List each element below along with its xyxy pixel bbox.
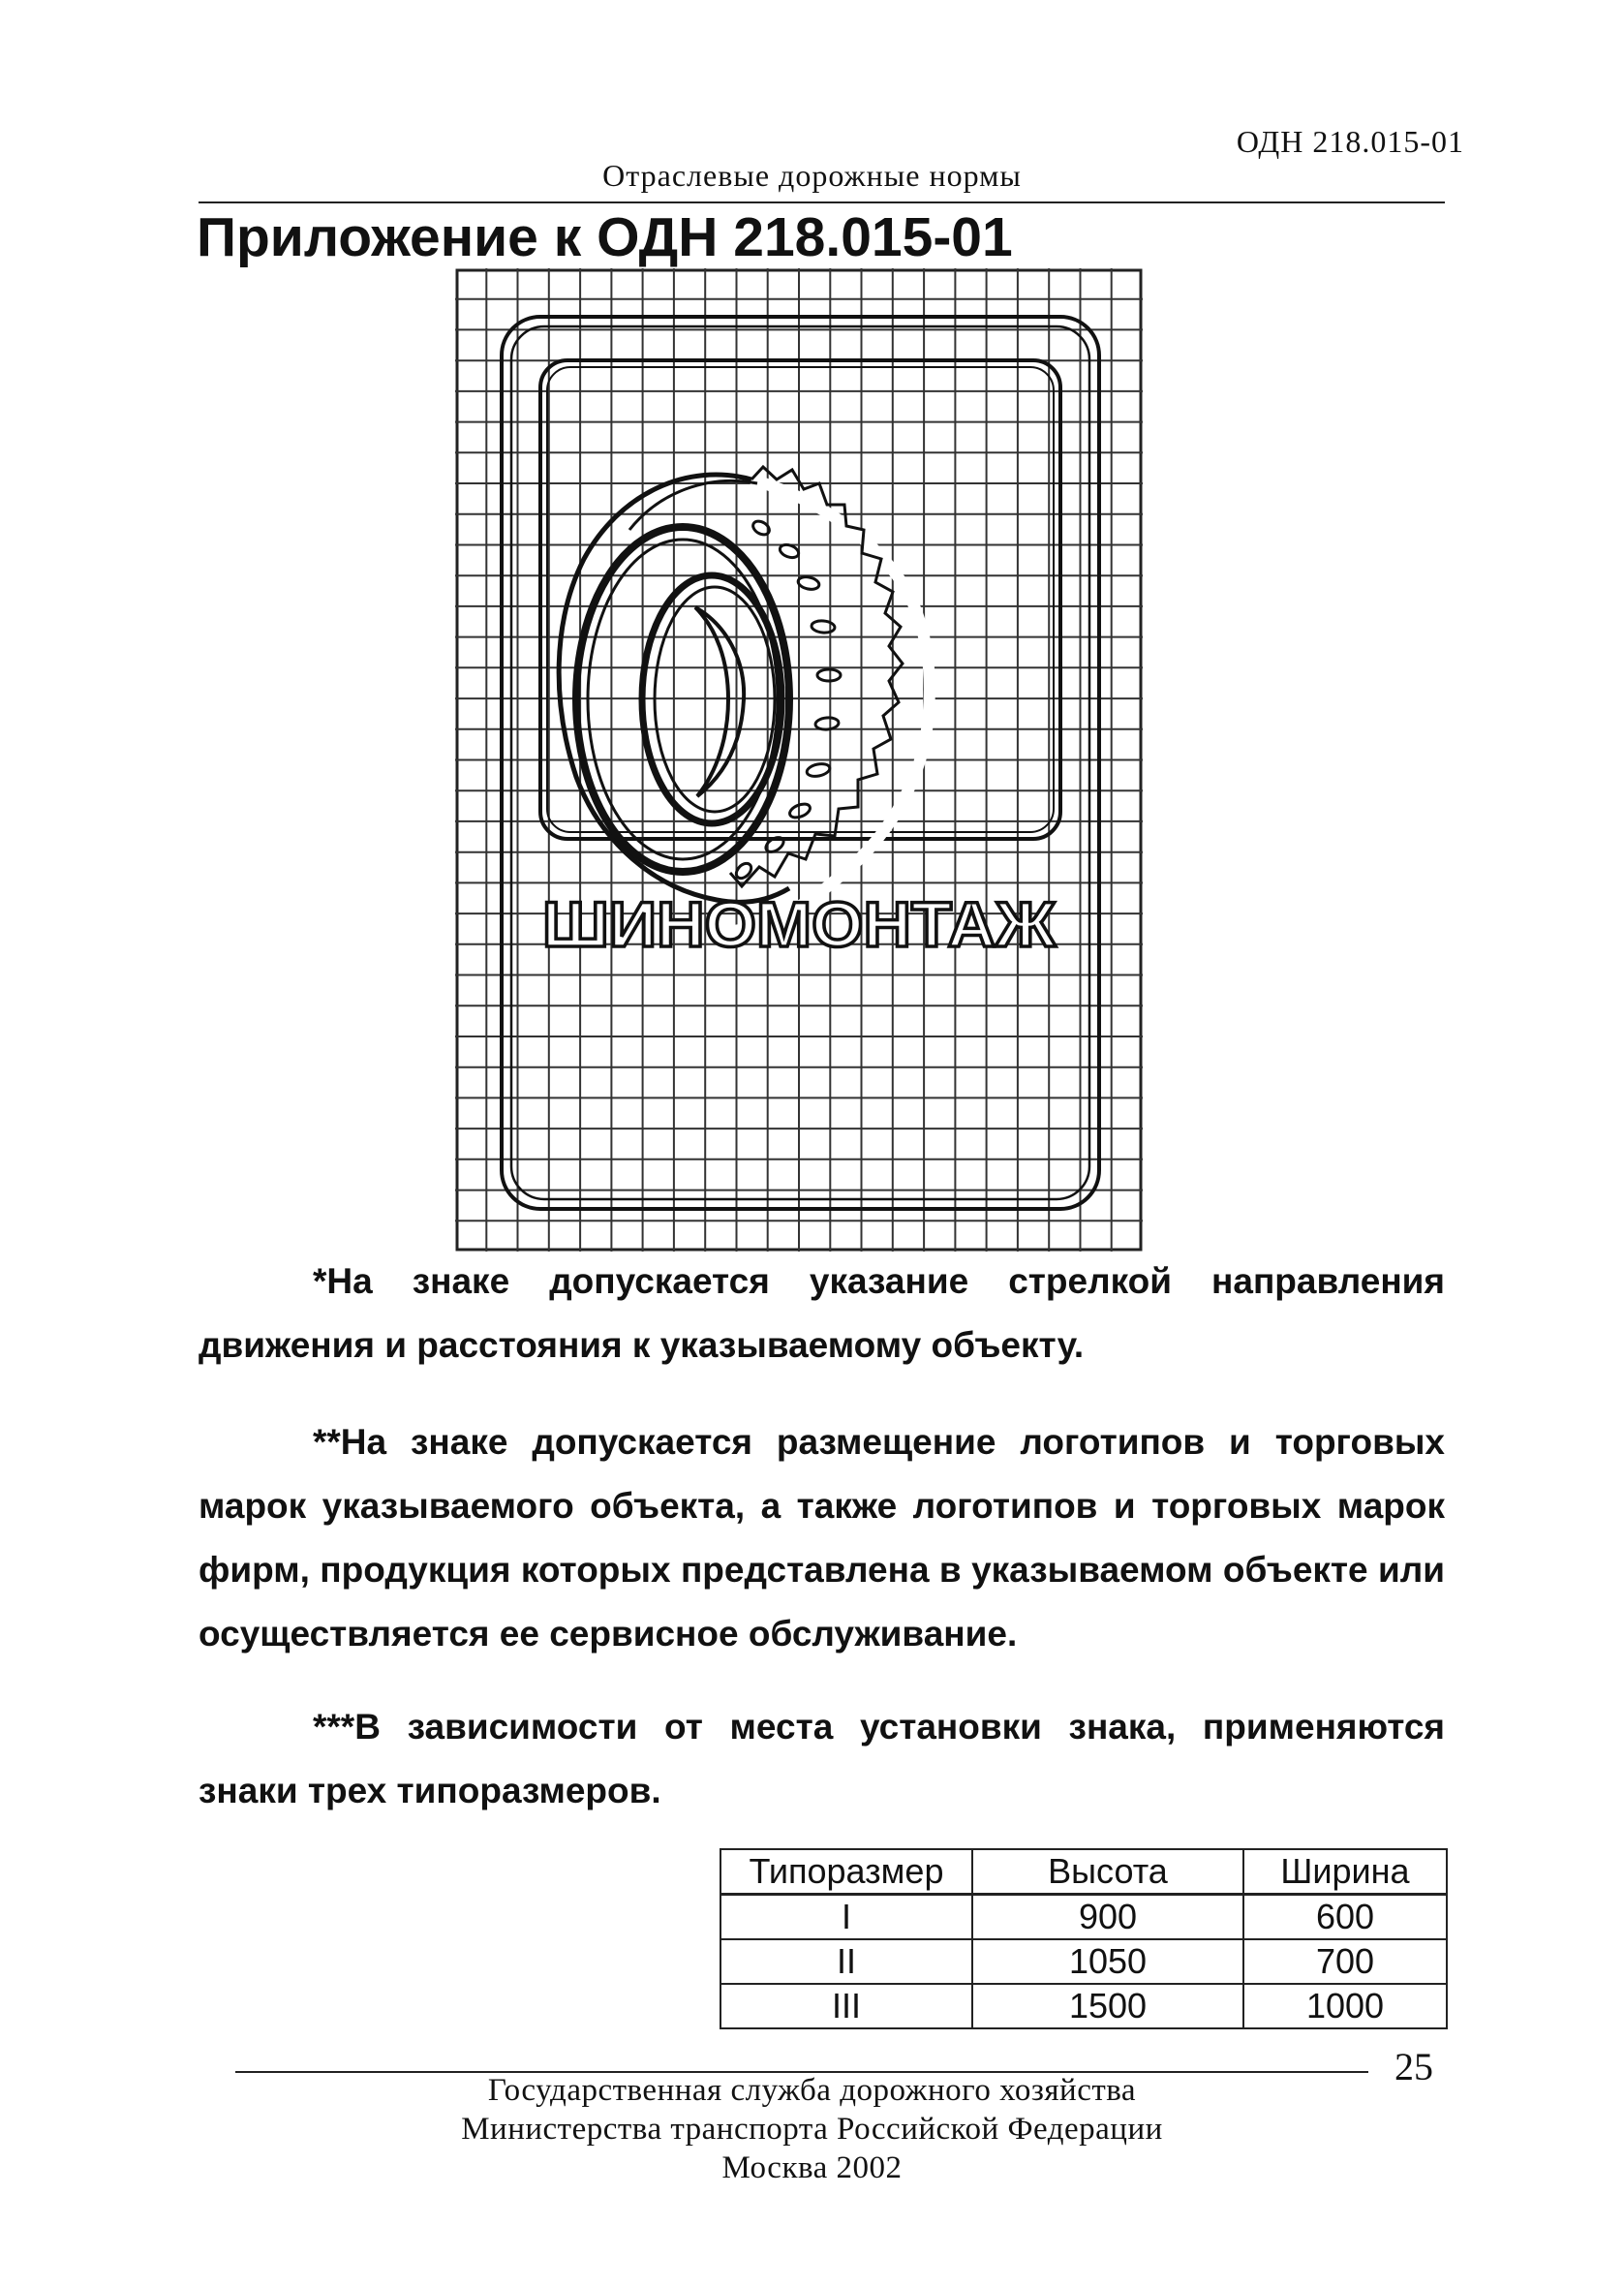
- table-cell: 700: [1243, 1939, 1447, 1984]
- table-cell: 900: [972, 1895, 1243, 1940]
- document-code: ОДН 218.015-01: [1236, 124, 1464, 159]
- sign-border: [502, 317, 1099, 1209]
- table-cell: 1050: [972, 1939, 1243, 1984]
- table-cell: III: [720, 1984, 972, 2028]
- table-row: [720, 1984, 1447, 2028]
- table-cell: 1000: [1243, 1984, 1447, 2028]
- column-header: Типоразмер: [720, 1849, 972, 1895]
- sizes-table: [720, 1848, 1448, 2029]
- footer-line: Москва 2002: [721, 2150, 903, 2185]
- table-header-row: [720, 1849, 1447, 1895]
- note-logos: [199, 1410, 1445, 1666]
- sign-text: ШИНОМОНТАЖ: [542, 888, 1057, 960]
- appendix-title: Приложение к ОДН 218.015-01: [197, 206, 1013, 268]
- sign-drawing: [455, 268, 1143, 1252]
- note-arrow-direction: [199, 1250, 1445, 1377]
- table-cell: 600: [1243, 1895, 1447, 1940]
- footer-line: Министерства транспорта Российской Федерации: [461, 2112, 1163, 2147]
- note-text: *На знаке допускается указание стрелкой направления движения и расстояния к указываемому объекту.: [199, 1261, 1445, 1365]
- footer-line: Государственная служба дорожного хозяйства: [487, 2073, 1137, 2108]
- table-cell: II: [720, 1939, 972, 1984]
- table-row: [720, 1939, 1447, 1984]
- header-divider: [199, 201, 1445, 203]
- column-header: Высота: [972, 1849, 1243, 1895]
- table-cell: I: [720, 1895, 972, 1940]
- note-text: **На знаке допускается размещение логотипов и торговых марок указываемого объекта, а также логотипов и торговых марок фирм, продукция которых представлена в указываемом объекте или осуществляется ее сервисное обслуживание.: [199, 1422, 1445, 1654]
- note-sizes: [199, 1695, 1445, 1823]
- page-number: 25: [1394, 2045, 1433, 2088]
- note-text: ***В зависимости от места установки знака, применяются знаки трех типоразмеров.: [199, 1707, 1445, 1810]
- document-series: Отраслевые дорожные нормы: [602, 158, 1022, 193]
- table-cell: 1500: [972, 1984, 1243, 2028]
- table-row: [720, 1895, 1447, 1940]
- column-header: Ширина: [1243, 1849, 1447, 1895]
